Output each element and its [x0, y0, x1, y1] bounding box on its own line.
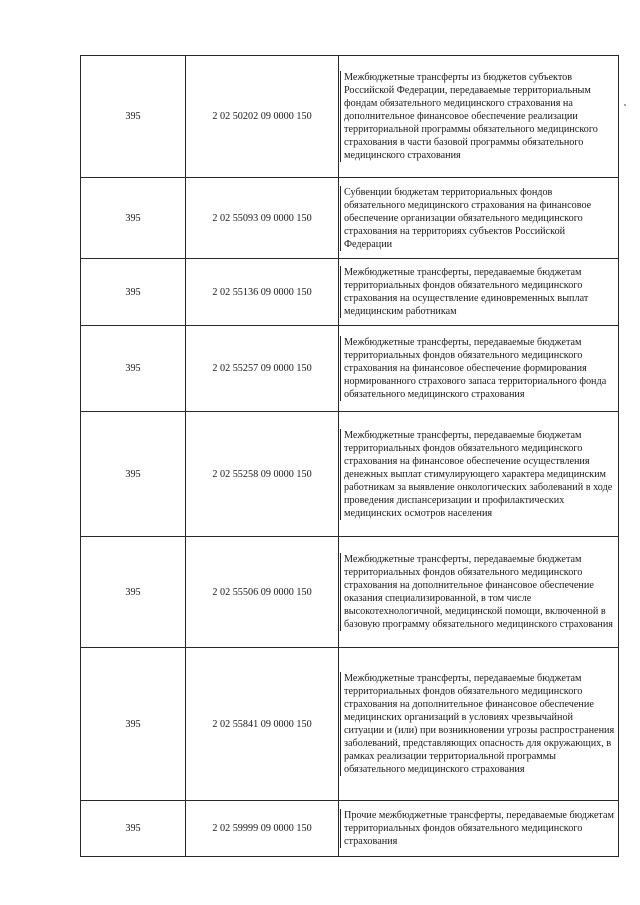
description-cell [339, 648, 619, 801]
description-text: Межбюджетные трансферты, передаваемые бюджетам территориальных фондов обязательного медицинского страхования на дополнительное финансовое обеспечение медицинских организаций в условиях чрезвычайной ситуации и (или) при возникновении угрозы распространения заболеваний, представляющих опасность для окружающих, в рамках реализации территориальной программы обязательного медицинского страхования [340, 672, 615, 776]
description-cell [339, 56, 619, 178]
budget-classification-table [80, 55, 619, 857]
description-cell [339, 259, 619, 326]
description-text: Межбюджетные трансферты, передаваемые бюджетам территориальных фондов обязательного медицинского страхования на финансовое обеспечение формирования нормированного страхового запаса территориального фонда обязательного медицинского страхования [340, 336, 615, 401]
admin-code-cell: 395 [81, 412, 186, 537]
table-row [81, 648, 619, 801]
budget-code-cell: 2 02 50202 09 0000 150 [186, 56, 339, 178]
description-text: Прочие межбюджетные трансферты, передаваемые бюджетам территориальных фондов обязательного медицинского страхования [340, 809, 615, 848]
description-cell [339, 801, 619, 857]
admin-code-cell: 395 [81, 259, 186, 326]
description-text: Межбюджетные трансферты из бюджетов субъектов Российской Федерации, передаваемые территориальным фондам обязательного медицинского страхования на дополнительное финансовое обеспечение реализации территориальной программы обязательного медицинского страхования в части базовой программы обязательного медицинского страхования [340, 71, 615, 162]
budget-code-cell: 2 02 55841 09 0000 150 [186, 648, 339, 801]
description-cell [339, 326, 619, 412]
table-row [81, 178, 619, 259]
admin-code-cell: 395 [81, 56, 186, 178]
table-row [81, 801, 619, 857]
budget-code-cell: 2 02 55136 09 0000 150 [186, 259, 339, 326]
admin-code-cell: 395 [81, 801, 186, 857]
table-row [81, 537, 619, 648]
description-cell [339, 537, 619, 648]
budget-code-cell: 2 02 59999 09 0000 150 [186, 801, 339, 857]
scan-speck [624, 104, 626, 106]
description-cell [339, 178, 619, 259]
admin-code-cell: 395 [81, 537, 186, 648]
budget-code-cell: 2 02 55257 09 0000 150 [186, 326, 339, 412]
description-cell [339, 412, 619, 537]
description-text: Субвенции бюджетам территориальных фондов обязательного медицинского страхования на финансовое обеспечение организации обязательного медицинского страхования на территориях субъектов Российской Федерации [340, 186, 615, 251]
description-text: Межбюджетные трансферты, передаваемые бюджетам территориальных фондов обязательного медицинского страхования на дополнительное финансовое обеспечение оказания специализированной, в том числе высокотехнологичной, медицинской помощи, включенной в базовую программу обязательного медицинского страхования [340, 553, 615, 631]
table-row [81, 326, 619, 412]
budget-code-cell: 2 02 55258 09 0000 150 [186, 412, 339, 537]
table-row [81, 412, 619, 537]
budget-code-cell: 2 02 55506 09 0000 150 [186, 537, 339, 648]
description-text: Межбюджетные трансферты, передаваемые бюджетам территориальных фондов обязательного медицинского страхования на осуществление единовременных выплат медицинским работникам [340, 266, 615, 318]
admin-code-cell: 395 [81, 648, 186, 801]
table-row [81, 56, 619, 178]
table-row [81, 259, 619, 326]
admin-code-cell: 395 [81, 178, 186, 259]
budget-code-cell: 2 02 55093 09 0000 150 [186, 178, 339, 259]
description-text: Межбюджетные трансферты, передаваемые бюджетам территориальных фондов обязательного медицинского страхования на финансовое обеспечение осуществления денежных выплат стимулирующего характера медицинским работникам за выявление онкологических заболеваний в ходе проведения диспансеризации и профилактических медицинских осмотров населения [340, 429, 615, 520]
admin-code-cell: 395 [81, 326, 186, 412]
